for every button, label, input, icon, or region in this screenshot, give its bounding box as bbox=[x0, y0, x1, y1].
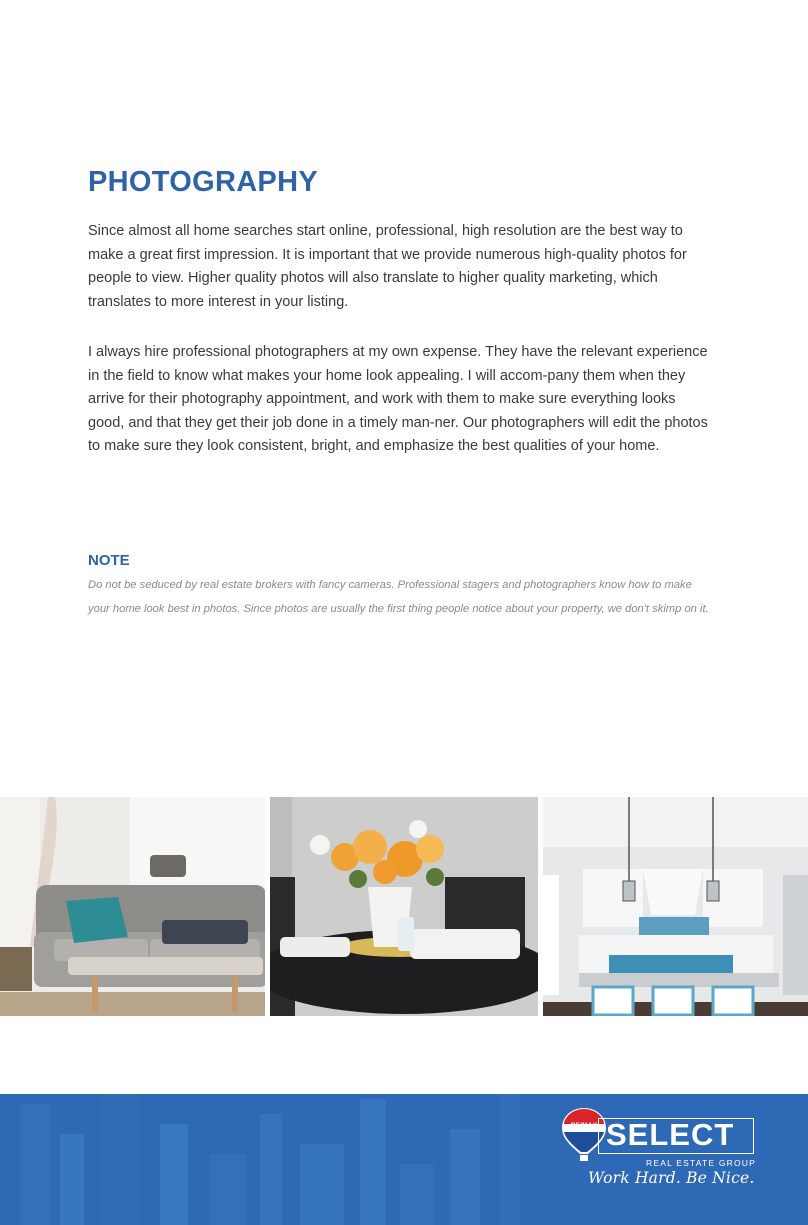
page-title: PHOTOGRAPHY bbox=[88, 166, 318, 198]
slogan: Work Hard. Be Nice. bbox=[588, 1169, 755, 1187]
note-title: NOTE bbox=[88, 552, 130, 569]
balloon-label: RE/MAX bbox=[570, 1122, 598, 1129]
dining-table-photo bbox=[270, 797, 538, 1016]
footer-banner bbox=[0, 1094, 808, 1225]
living-room-photo bbox=[0, 797, 265, 1016]
remax-select-logo bbox=[560, 1106, 770, 1216]
group-name: REAL ESTATE GROUP bbox=[646, 1158, 756, 1168]
brand-name: SELECT bbox=[606, 1117, 735, 1152]
kitchen-photo bbox=[543, 797, 808, 1016]
note-text: Do not be seduced by real estate brokers with fancy cameras. Professional stagers and photographers know how to make your home look best in photos. Since photos are usually the first thing people notice about your property, we don't skimp on it. bbox=[88, 579, 709, 615]
photographer-paragraph: I always hire professional photographers at my own expense. They have the relevant experience in the field to know what makes your home look appealing. I will accom-pany them when they arrive for their photography appointment, and work with them to make sure everything looks good, and that they get their job done in a timely man-ner. Our photographers will edit the photos to make sure they look consistent, bright, and emphasize the best qualities of your home. bbox=[88, 344, 708, 454]
intro-paragraph: Since almost all home searches start online, professional, high resolution are the best way to make a great first impression. It is important that we provide numerous high-quality photos for people to view. Higher quality photos will also translate to higher quality marketing, which translates to more interest in your listing. bbox=[88, 223, 687, 310]
